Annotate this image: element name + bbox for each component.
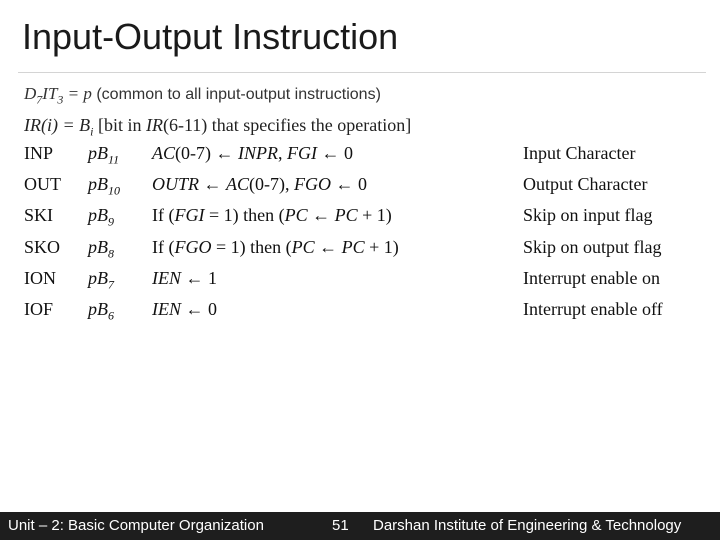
operation-segment: (0-7), xyxy=(249,174,295,194)
ir-text-b: (6-11) that specifies the operation] xyxy=(162,115,412,135)
decoder-d: D xyxy=(24,84,37,103)
operation-segment: IEN xyxy=(152,299,181,319)
ir-register: IR xyxy=(145,115,163,135)
operation-segment: = 1) then ( xyxy=(211,237,292,257)
instruction-bit xyxy=(88,237,114,262)
decoder-note: (common to all input-output instructions) xyxy=(91,86,381,103)
footer-bar xyxy=(0,512,720,540)
operation-segment: ← 1 xyxy=(181,268,217,288)
table-row xyxy=(0,143,720,171)
instruction-bit xyxy=(88,143,119,168)
bit-subscript: 6 xyxy=(108,308,114,323)
table-row xyxy=(0,205,720,233)
operation-segment: = 1) then ( xyxy=(204,205,285,225)
decoder-d-subscript: 7 xyxy=(36,92,43,107)
decoder-it: IT xyxy=(42,84,58,103)
operation-segment: ← xyxy=(199,174,227,194)
operation-segment: FGO xyxy=(294,174,332,194)
instruction-mnemonic: INP xyxy=(24,143,54,163)
instruction-description: Input Character xyxy=(523,143,636,163)
instruction-operation xyxy=(152,237,399,258)
decoder-it-subscript: 3 xyxy=(57,92,64,107)
ir-text-a: [bit in xyxy=(93,115,146,135)
instruction-bit xyxy=(88,174,120,199)
operation-segment: OUTR xyxy=(152,174,200,194)
instruction-description: Output Character xyxy=(523,174,648,194)
instruction-operation xyxy=(152,299,217,320)
ir-bit-definition xyxy=(24,115,411,140)
instruction-bit xyxy=(88,299,114,324)
bit-subscript: 8 xyxy=(108,246,114,261)
bit-label: pB xyxy=(88,268,108,288)
operation-segment: PC xyxy=(334,205,358,225)
operation-segment: ← xyxy=(307,205,335,225)
operation-segment: PC xyxy=(291,237,315,257)
instruction-mnemonic: SKI xyxy=(24,205,54,225)
operation-segment: ← 0 xyxy=(317,143,353,163)
operation-segment: + 1) xyxy=(364,237,399,257)
footer-unit: Unit – 2: Basic Computer Organization xyxy=(8,517,264,534)
operation-segment: If ( xyxy=(152,237,175,257)
instruction-operation xyxy=(152,268,217,289)
table-row xyxy=(0,268,720,296)
ir-bi-subscript: i xyxy=(90,124,94,139)
instruction-bit xyxy=(88,268,114,293)
instruction-operation xyxy=(152,143,353,164)
footer-institute: Darshan Institute of Engineering & Technology xyxy=(373,517,682,534)
instruction-mnemonic: ION xyxy=(24,268,56,288)
operation-segment: FGI xyxy=(287,143,317,163)
decoder-condition xyxy=(24,84,381,107)
table-row xyxy=(0,174,720,202)
title-divider xyxy=(18,72,706,73)
bit-label: pB xyxy=(88,143,108,163)
operation-segment: , xyxy=(278,143,287,163)
operation-segment: PC xyxy=(284,205,308,225)
bit-subscript: 7 xyxy=(108,277,114,292)
operation-segment: ← xyxy=(314,237,342,257)
operation-segment: ← 0 xyxy=(181,299,217,319)
instruction-operation xyxy=(152,205,392,226)
bit-subscript: 9 xyxy=(108,214,114,229)
decoder-equals-p: = p xyxy=(63,84,92,103)
table-row xyxy=(0,237,720,265)
instruction-description: Interrupt enable off xyxy=(523,299,663,319)
operation-segment: FGO xyxy=(174,237,212,257)
instruction-operation xyxy=(152,174,367,195)
operation-segment: IEN xyxy=(152,268,181,288)
bit-subscript: 11 xyxy=(108,152,120,167)
operation-segment: ← 0 xyxy=(331,174,368,194)
operation-segment: If ( xyxy=(152,205,175,225)
instruction-mnemonic: OUT xyxy=(24,174,61,194)
instruction-description: Skip on output flag xyxy=(523,237,662,257)
instruction-mnemonic: SKO xyxy=(24,237,61,257)
instruction-description: Interrupt enable on xyxy=(523,268,660,288)
bit-label: pB xyxy=(88,299,108,319)
bit-label: pB xyxy=(88,205,108,225)
bit-label: pB xyxy=(88,174,108,194)
operation-segment: FGI xyxy=(174,205,205,225)
ir-bi: IR(i) = B xyxy=(24,115,91,135)
instruction-description: Skip on input flag xyxy=(523,205,653,225)
operation-segment: AC xyxy=(226,174,250,194)
footer-page-number: 51 xyxy=(332,517,349,534)
instruction-bit xyxy=(88,205,114,230)
operation-segment: AC xyxy=(152,143,176,163)
operation-segment: INPR xyxy=(238,143,278,163)
table-row xyxy=(0,299,720,327)
page-title: Input-Output Instruction xyxy=(22,16,399,57)
operation-segment: + 1) xyxy=(357,205,392,225)
operation-segment: PC xyxy=(341,237,365,257)
operation-segment: (0-7) ← xyxy=(175,143,238,163)
instruction-mnemonic: IOF xyxy=(24,299,54,319)
bit-subscript: 10 xyxy=(108,183,120,198)
bit-label: pB xyxy=(88,237,108,257)
